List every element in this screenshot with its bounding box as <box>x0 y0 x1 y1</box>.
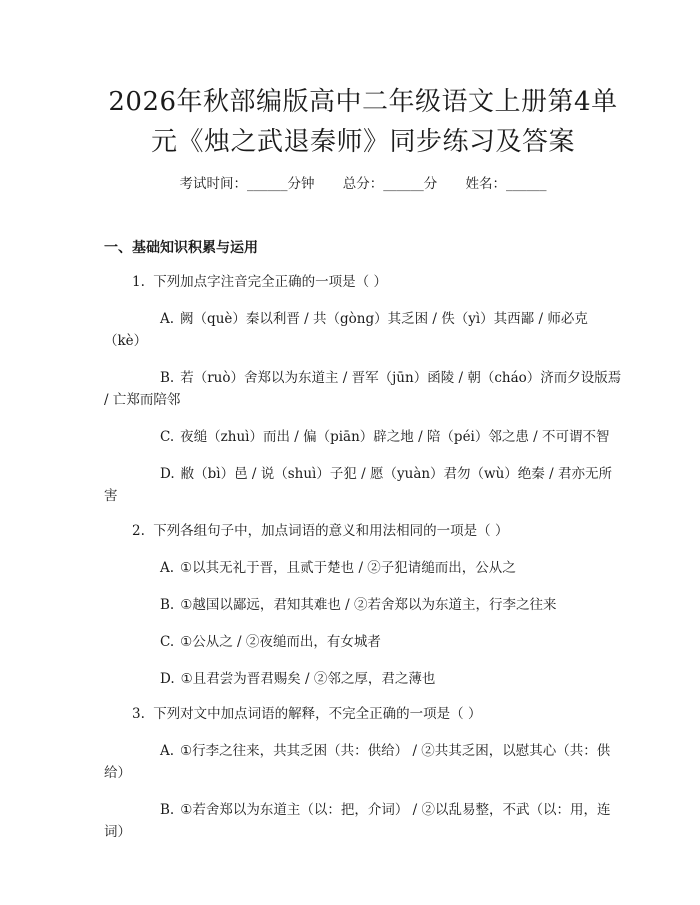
total-score-field: 总分：______分 <box>342 176 438 192</box>
option-letter: B. <box>160 597 175 613</box>
option-c <box>104 426 622 448</box>
question-2 <box>104 520 622 690</box>
question-3 <box>104 703 622 843</box>
option-text: 若（ruò）舍郑以为东道主 / 晋军（jūn）函陵 / 朝（cháo）济而夕设版焉 / 亡郑而陪邻 <box>104 370 622 408</box>
question-text: 下列加点字注音完全正确的一项是（ ） <box>153 274 387 290</box>
title-line-2: 元《烛之武退秦师》同步练习及答案 <box>150 127 575 157</box>
option-letter: A. <box>160 311 175 327</box>
option-letter: A. <box>160 560 175 576</box>
option-a <box>104 557 622 579</box>
exam-time-field: 考试时间：______分钟 <box>179 176 315 192</box>
option-letter: A. <box>160 743 175 759</box>
question-1 <box>104 271 622 507</box>
document-title <box>104 0 622 162</box>
option-b <box>104 594 622 616</box>
option-letter: C. <box>160 634 175 650</box>
option-text: ①越国以鄙远，君知其难也 / ②若舍郑以为东道主，行李之往来 <box>180 597 557 613</box>
option-text: 夜缒（zhuì）而出 / 偏（piān）辟之地 / 陪（péi）邻之患 / 不可谓不智 <box>180 429 610 445</box>
option-a <box>104 308 622 352</box>
student-name-field: 姓名：______ <box>465 176 547 192</box>
option-d <box>104 668 622 690</box>
option-letter: B. <box>160 370 175 386</box>
section-heading: 一、基础知识积累与运用 <box>104 240 258 256</box>
question-number: 2. <box>132 523 145 539</box>
option-text: ①且君尝为晋君赐矣 / ②邻之厚，君之薄也 <box>180 671 436 687</box>
option-letter: D. <box>160 466 175 482</box>
option-letter: C. <box>160 429 175 445</box>
option-letter: D. <box>160 671 175 687</box>
option-text: 阙（què）秦以利晋 / 共（gòng）其乏困 / 佚（yì）其西鄙 / 师必克（kè） <box>104 311 588 349</box>
option-c <box>104 631 622 653</box>
question-number: 1. <box>132 274 145 290</box>
question-number: 3. <box>132 706 145 722</box>
option-text: ①公从之 / ②夜缒而出，有女城者 <box>180 634 381 650</box>
option-text: 敝（bì）邑 / 说（shuì）子犯 / 愿（yuàn）君勿（wù）绝秦 / 君亦无所害 <box>104 466 612 504</box>
question-stem <box>132 703 622 725</box>
option-d <box>104 463 622 507</box>
exam-info-row <box>104 174 622 194</box>
option-b <box>104 367 622 411</box>
question-stem <box>132 520 622 542</box>
title-line-1: 2026年秋部编版高中二年级语文上册第4单 <box>108 87 618 117</box>
option-letter: B. <box>160 802 175 818</box>
option-a <box>104 740 622 784</box>
option-text: ①行李之往来，共其乏困（共：供给） / ②共其乏困，以慰其心（共：供给） <box>104 743 611 781</box>
option-text: ①若舍郑以为东道主（以：把，介词） / ②以乱易整，不武（以：用，连词） <box>104 802 611 840</box>
option-b <box>104 799 622 843</box>
question-stem <box>132 271 622 293</box>
question-text: 下列对文中加点词语的解释，不完全正确的一项是（ ） <box>153 706 482 722</box>
question-text: 下列各组句子中，加点词语的意义和用法相同的一项是（ ） <box>153 523 509 539</box>
option-text: ①以其无礼于晋，且贰于楚也 / ②子犯请缒而出，公从之 <box>180 560 516 576</box>
